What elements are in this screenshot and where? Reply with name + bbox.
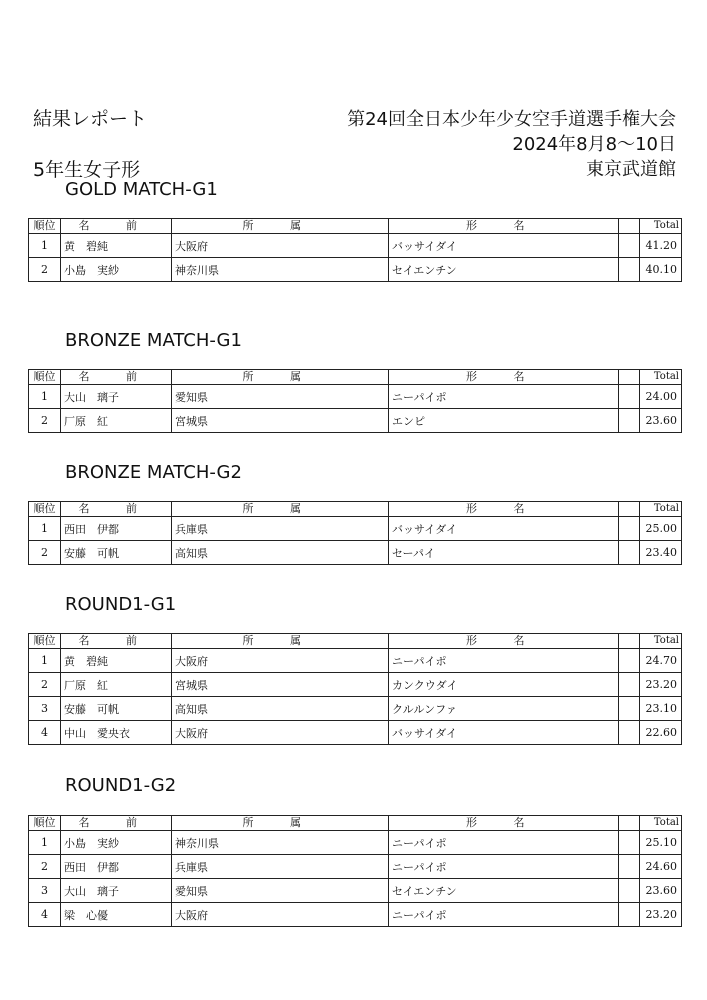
table-row	[29, 721, 682, 745]
name-cell: 西田 伊都	[61, 517, 172, 541]
report-title: 結果レポート	[33, 108, 148, 130]
kata-cell: ニーパイポ	[389, 385, 619, 409]
kata-cell: ニーパイポ	[389, 649, 619, 673]
blank-cell	[619, 697, 640, 721]
affiliation-cell: 兵庫県	[172, 855, 389, 879]
kata-cell: セイエンチン	[389, 258, 619, 282]
name-cell: 黄 碧純	[61, 234, 172, 258]
affiliation-cell: 愛知県	[172, 879, 389, 903]
affiliation-cell: 宮城県	[172, 673, 389, 697]
table-header-row	[29, 502, 682, 517]
affiliation-cell: 神奈川県	[172, 831, 389, 855]
name-cell: 中山 愛央衣	[61, 721, 172, 745]
section-title: BRONZE MATCH-G1	[65, 330, 242, 351]
table-row	[29, 649, 682, 673]
total-cell: 24.70	[640, 649, 682, 673]
table-row	[29, 879, 682, 903]
table-row	[29, 517, 682, 541]
rank-cell: 2	[29, 409, 61, 433]
rank-header: 順位	[29, 816, 61, 831]
category-title: 5年生女子形	[33, 159, 141, 181]
rank-cell: 2	[29, 258, 61, 282]
name-cell: 安藤 可帆	[61, 697, 172, 721]
blank-header	[619, 816, 640, 831]
total-cell: 23.20	[640, 903, 682, 927]
total-header: Total	[640, 634, 682, 649]
total-header: Total	[640, 816, 682, 831]
kata-header: 形 名	[389, 634, 619, 649]
rank-cell: 2	[29, 855, 61, 879]
blank-cell	[619, 409, 640, 433]
affiliation-cell: 宮城県	[172, 409, 389, 433]
total-cell: 23.40	[640, 541, 682, 565]
total-cell: 22.60	[640, 721, 682, 745]
total-cell: 23.20	[640, 673, 682, 697]
affiliation-header: 所 属	[172, 816, 389, 831]
results-table	[28, 501, 682, 565]
tournament-name: 第24回全日本少年少女空手道選手権大会	[347, 109, 676, 130]
total-cell: 25.00	[640, 517, 682, 541]
table-row	[29, 409, 682, 433]
blank-cell	[619, 903, 640, 927]
affiliation-cell: 愛知県	[172, 385, 389, 409]
blank-cell	[619, 879, 640, 903]
total-cell: 24.60	[640, 855, 682, 879]
rank-cell: 4	[29, 721, 61, 745]
affiliation-header: 所 属	[172, 634, 389, 649]
kata-cell: セーパイ	[389, 541, 619, 565]
affiliation-cell: 大阪府	[172, 903, 389, 927]
table-header-row	[29, 634, 682, 649]
results-table	[28, 633, 682, 745]
results-table	[28, 815, 682, 927]
name-cell: 厂原 紅	[61, 409, 172, 433]
rank-header: 順位	[29, 634, 61, 649]
name-header: 名 前	[61, 370, 172, 385]
table-row	[29, 903, 682, 927]
blank-header	[619, 370, 640, 385]
rank-cell: 1	[29, 517, 61, 541]
total-cell: 23.60	[640, 879, 682, 903]
rank-cell: 4	[29, 903, 61, 927]
kata-cell: ニーパイポ	[389, 855, 619, 879]
rank-header: 順位	[29, 502, 61, 517]
name-header: 名 前	[61, 816, 172, 831]
blank-cell	[619, 517, 640, 541]
blank-cell	[619, 673, 640, 697]
total-cell: 23.60	[640, 409, 682, 433]
rank-cell: 1	[29, 649, 61, 673]
name-cell: 小島 実紗	[61, 831, 172, 855]
rank-header: 順位	[29, 370, 61, 385]
venue: 東京武道館	[586, 159, 676, 180]
affiliation-cell: 大阪府	[172, 721, 389, 745]
section-title: ROUND1-G1	[65, 594, 177, 615]
rank-cell: 3	[29, 697, 61, 721]
kata-cell: カンクウダイ	[389, 673, 619, 697]
results-table	[28, 218, 682, 282]
rank-cell: 1	[29, 234, 61, 258]
blank-cell	[619, 258, 640, 282]
kata-cell: クルルンファ	[389, 697, 619, 721]
name-header: 名 前	[61, 502, 172, 517]
affiliation-cell: 高知県	[172, 541, 389, 565]
total-cell: 23.10	[640, 697, 682, 721]
table-row	[29, 541, 682, 565]
rank-cell: 2	[29, 541, 61, 565]
total-cell: 41.20	[640, 234, 682, 258]
kata-cell: バッサイダイ	[389, 234, 619, 258]
table-header-row	[29, 816, 682, 831]
section-title: GOLD MATCH-G1	[65, 179, 218, 200]
affiliation-cell: 大阪府	[172, 234, 389, 258]
affiliation-cell: 大阪府	[172, 649, 389, 673]
total-header: Total	[640, 502, 682, 517]
table-header-row	[29, 370, 682, 385]
total-header: Total	[640, 219, 682, 234]
table-row	[29, 258, 682, 282]
total-cell: 25.10	[640, 831, 682, 855]
name-cell: 梁 心優	[61, 903, 172, 927]
name-cell: 大山 璃子	[61, 385, 172, 409]
name-cell: 厂原 紅	[61, 673, 172, 697]
name-cell: 西田 伊都	[61, 855, 172, 879]
kata-header: 形 名	[389, 370, 619, 385]
rank-cell: 1	[29, 831, 61, 855]
kata-cell: ニーパイポ	[389, 903, 619, 927]
kata-header: 形 名	[389, 502, 619, 517]
kata-header: 形 名	[389, 219, 619, 234]
affiliation-header: 所 属	[172, 502, 389, 517]
blank-cell	[619, 721, 640, 745]
affiliation-header: 所 属	[172, 370, 389, 385]
name-cell: 黄 碧純	[61, 649, 172, 673]
blank-header	[619, 634, 640, 649]
kata-cell: セイエンチン	[389, 879, 619, 903]
total-cell: 40.10	[640, 258, 682, 282]
table-row	[29, 697, 682, 721]
kata-cell: バッサイダイ	[389, 721, 619, 745]
blank-header	[619, 502, 640, 517]
total-cell: 24.00	[640, 385, 682, 409]
table-row	[29, 234, 682, 258]
affiliation-cell: 神奈川県	[172, 258, 389, 282]
name-cell: 大山 璃子	[61, 879, 172, 903]
blank-cell	[619, 541, 640, 565]
blank-cell	[619, 385, 640, 409]
blank-cell	[619, 831, 640, 855]
table-header-row	[29, 219, 682, 234]
rank-cell: 1	[29, 385, 61, 409]
name-cell: 安藤 可帆	[61, 541, 172, 565]
table-row	[29, 831, 682, 855]
blank-cell	[619, 855, 640, 879]
rank-cell: 3	[29, 879, 61, 903]
name-header: 名 前	[61, 634, 172, 649]
affiliation-cell: 兵庫県	[172, 517, 389, 541]
table-row	[29, 385, 682, 409]
results-table	[28, 369, 682, 433]
total-header: Total	[640, 370, 682, 385]
kata-cell: エンピ	[389, 409, 619, 433]
tournament-dates: 2024年8月8〜10日	[512, 134, 676, 155]
table-row	[29, 855, 682, 879]
name-header: 名 前	[61, 219, 172, 234]
table-row	[29, 673, 682, 697]
blank-cell	[619, 234, 640, 258]
blank-header	[619, 219, 640, 234]
section-title: BRONZE MATCH-G2	[65, 462, 242, 483]
rank-cell: 2	[29, 673, 61, 697]
blank-cell	[619, 649, 640, 673]
kata-cell: バッサイダイ	[389, 517, 619, 541]
kata-header: 形 名	[389, 816, 619, 831]
section-title: ROUND1-G2	[65, 775, 177, 796]
name-cell: 小島 実紗	[61, 258, 172, 282]
affiliation-header: 所 属	[172, 219, 389, 234]
affiliation-cell: 高知県	[172, 697, 389, 721]
rank-header: 順位	[29, 219, 61, 234]
kata-cell: ニーパイポ	[389, 831, 619, 855]
